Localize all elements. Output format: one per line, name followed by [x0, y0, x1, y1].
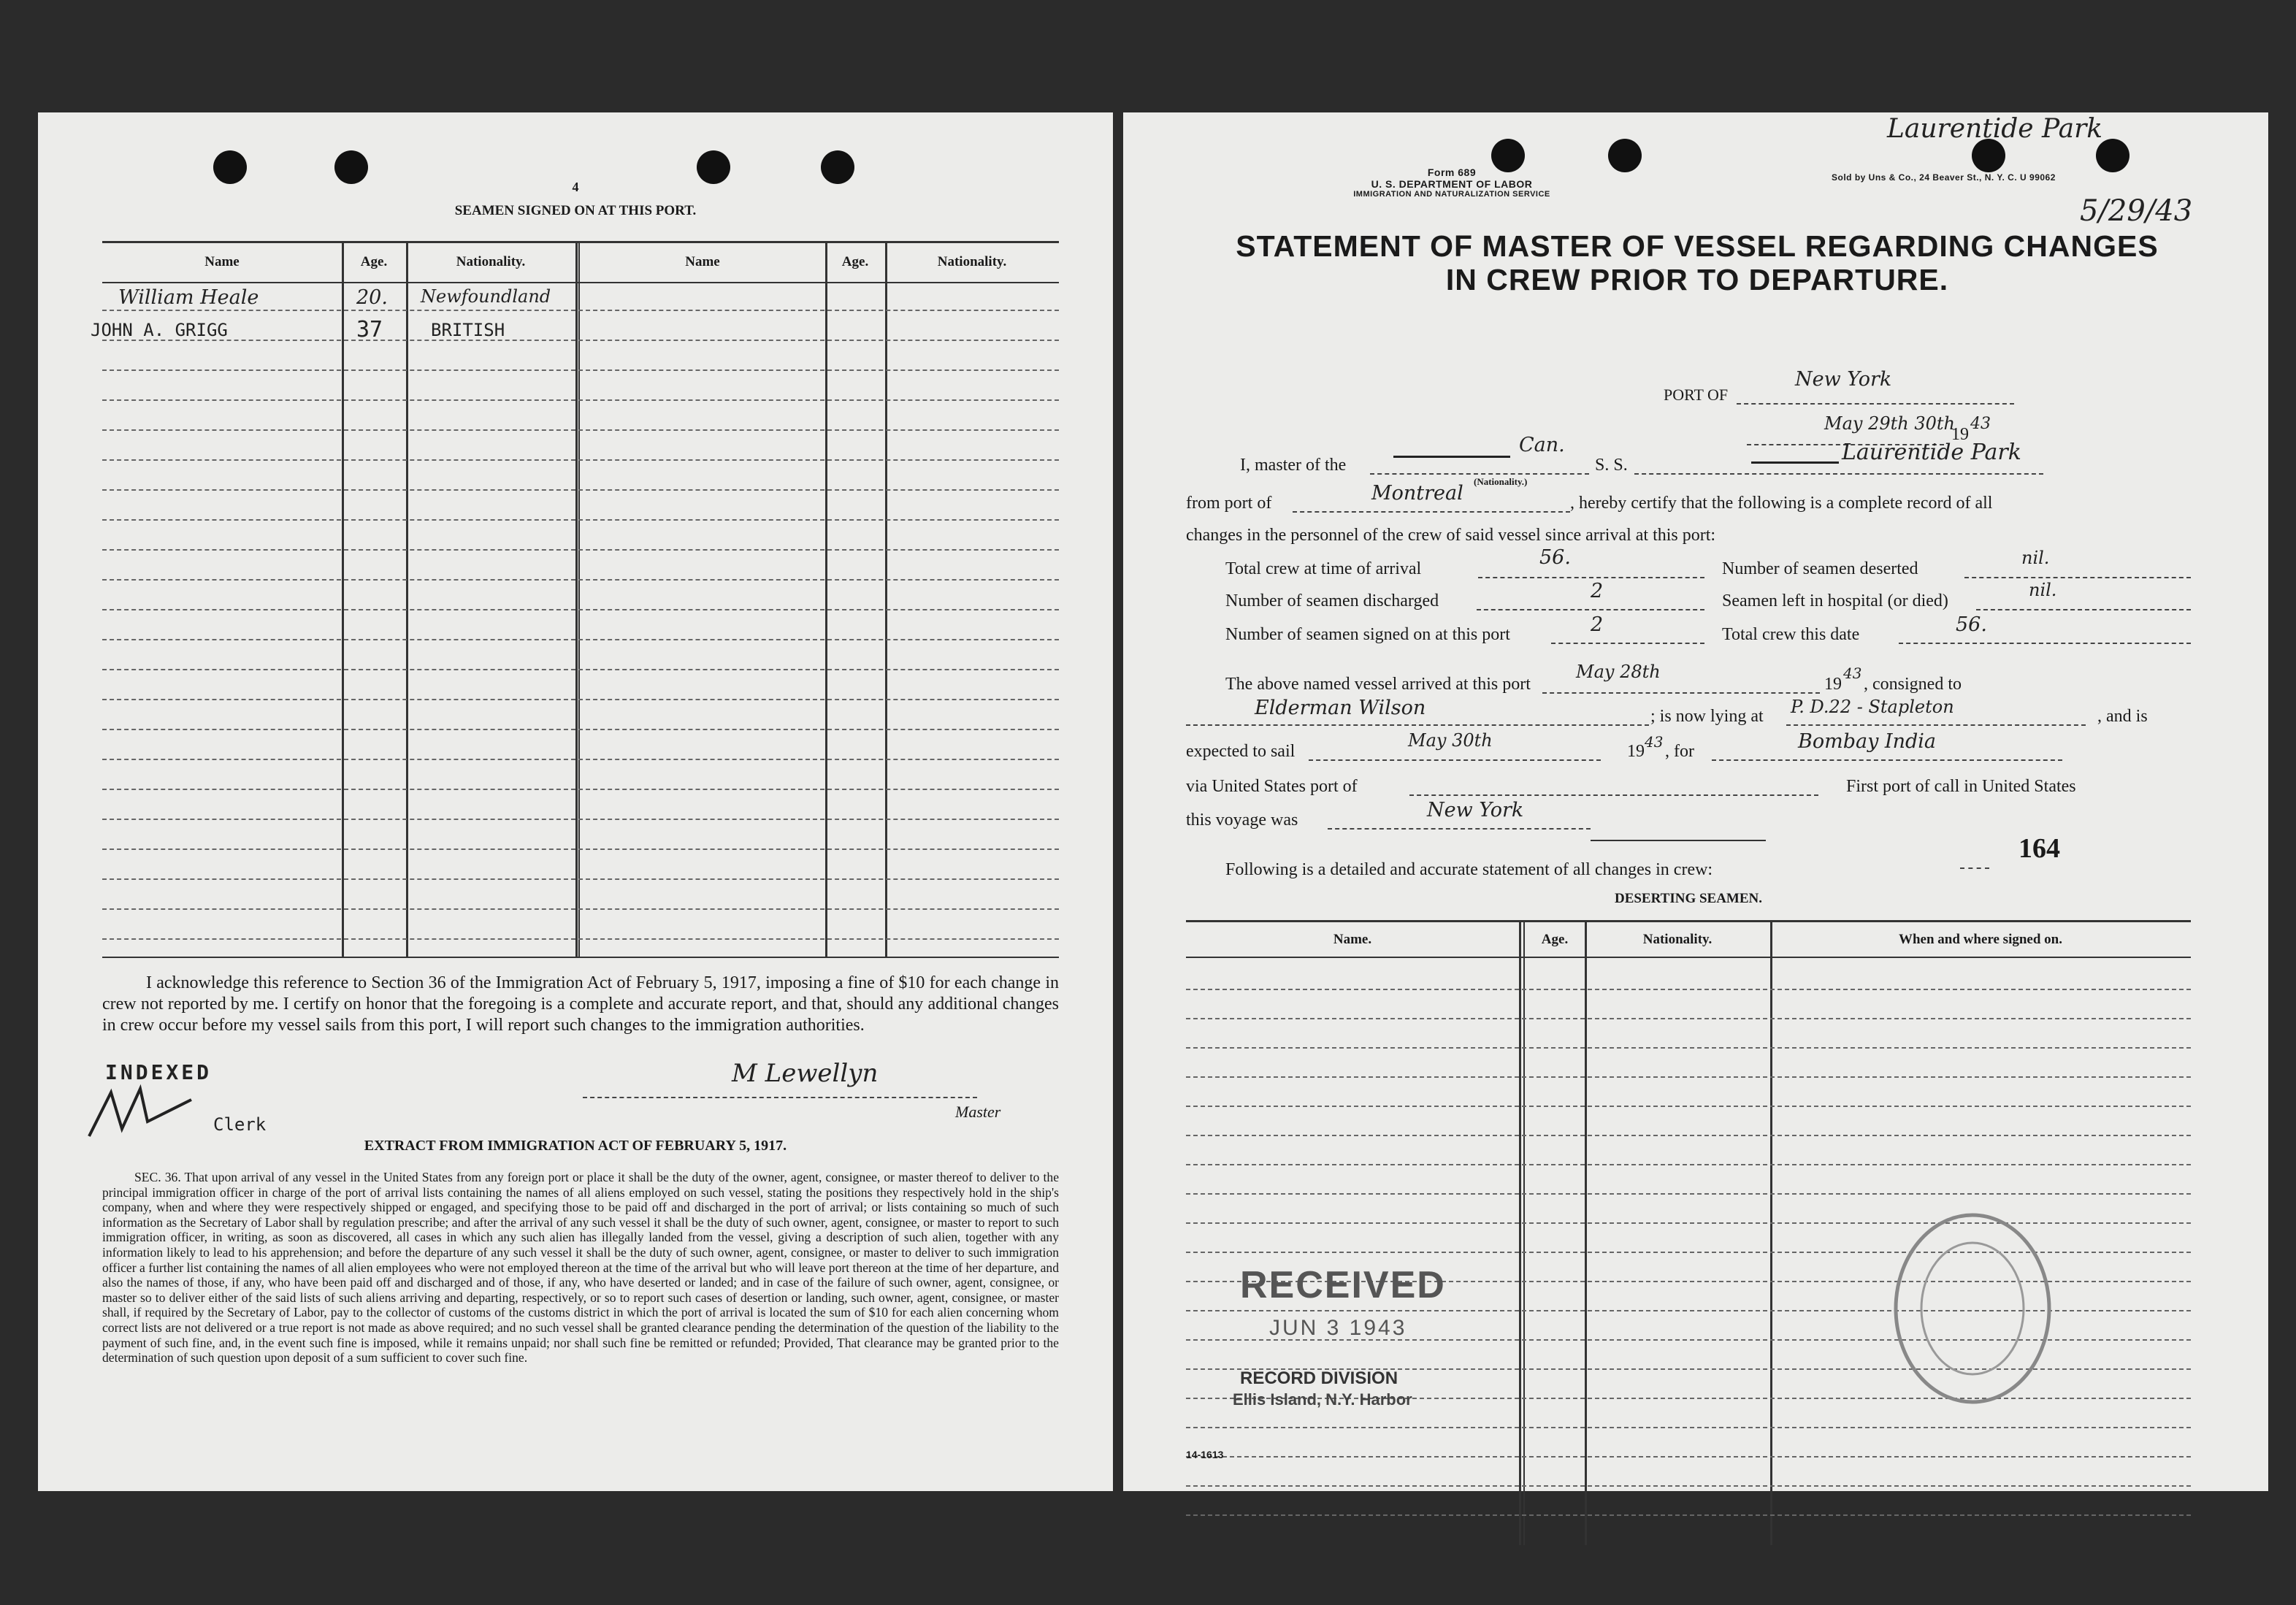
seaman-age: 37: [356, 317, 383, 342]
voyage-label: this voyage was: [1186, 811, 1298, 830]
table-row-rule: [1186, 1427, 2191, 1428]
table-row-rule: [102, 549, 1059, 551]
total-crew-arrival-value: 56.: [1539, 546, 1571, 569]
arrived-value: May 28th: [1576, 662, 1661, 682]
year-value: 43: [1970, 415, 1991, 433]
service-name: IMMIGRATION AND NATURALIZATION SERVICE: [1353, 190, 1550, 199]
table-row-rule: [102, 729, 1059, 730]
changes-text: changes in the personnel of the crew of said vessel since arrival at this port:: [1186, 526, 1716, 545]
clerk-label: Clerk: [213, 1114, 267, 1135]
expected-value: May 30th: [1408, 730, 1493, 751]
struck-out-text: [1393, 435, 1510, 458]
col-header-age-2: Age.: [841, 254, 869, 269]
col-header-nationality: Nationality.: [1642, 932, 1713, 947]
table-row-rule: [1186, 1106, 2191, 1107]
table-row-rule: [102, 609, 1059, 610]
hospital-label: Seamen left in hospital (or died): [1722, 591, 1948, 610]
consignee-value: Elderman Wilson: [1255, 697, 1426, 719]
ss-label: S. S.: [1595, 456, 1628, 475]
indexed-stamp: INDEXED: [105, 1060, 213, 1084]
master-label: Master: [955, 1103, 1001, 1121]
form-code: 14-1613: [1186, 1449, 1224, 1460]
year-prefix: 19: [1951, 425, 1969, 444]
voyage-value: New York: [1427, 799, 1524, 821]
nationality-note: (Nationality.): [1474, 476, 1528, 487]
master-signature: M Lewellyn: [732, 1059, 879, 1088]
table-row-rule: [102, 938, 1059, 940]
col-header-nationality-2: Nationality.: [937, 254, 1007, 269]
seaman-name: William Heale: [118, 286, 259, 309]
col-header-name: Name: [204, 254, 240, 269]
acknowledgement-text: I acknowledge this reference to Section 36 of the Immigration Act of February 5, 1917, imposing a fine of $10 for each change in crew not reported by me. I certify on honor that the foregoing is a complete and accurate report, and that, should any additional changes in crew occur before my vessel sails from this port, I will report such changes to the immigration authorities.: [102, 973, 1059, 1035]
form-title: STATEMENT OF MASTER OF VESSEL REGARDING CHANGES IN CREW PRIOR TO DEPARTURE.: [1236, 229, 2159, 296]
seaman-nationality: Newfoundland: [421, 286, 551, 307]
ellis-island: Ellis Island, N.Y. Harbor: [1233, 1390, 1412, 1409]
extract-text: SEC. 36. That upon arrival of any vessel in the United States from any foreign port or place it shall be the duty of the owner, agent, consignee, or master thereof to deliver to the principal immigration officer in charge of the port of arrival lists containing the names of all aliens employed on such vessel, stating the positions they respectively hold in the ship's company, when and where they were respectively shipped or engaged, and specifying those to be paid off and discharged in the port of arrival; or lists containing so much of such information as the Secretary of Labor shall by regulation prescribe; and after the arrival of any such vessel it shall be the duty of such owner, agent, consignee, or master to report to such immigration officer, in writing, as soon as discovered, all cases in which any such alien has illegally landed from the vessel, giving a description of such alien, together with any information likely to lead to his apprehension; and before the departure of any such vessel it shall be the duty of such owner, agent, consignee, or master to deliver to such immigration officer a further list containing the names of all alien employees who were not employed thereon at the time of the arrival but who will leave port thereon at the time of her departure, and also the names of those, if any, who have been paid off and discharged and of those, if any, who have deserted or landed; and in case of the failure of such owner, agent, consignee, or master so to deliver either of the said lists of such aliens arriving and departing, respectively, or so to report such cases of desertion or landing, such owner, agent, consignee, or master shall, if required by the Secretary of Labor, pay to the collector of customs of the customs district in which the port of arrival is located the sum of $10 for each alien concerning whom correct lists are not delivered or a true report is not made as above required; and no such vessel shall be granted clearance pending the determination of the question of the liability to the payment of such fine, and, in the event such fine is imposed, while it remains unpaid; nor shall such fine be remitted or refunded; Provided, That clearance may be granted prior to the determination of such question upon deposit of a sum sufficient to cover such fine.: [102, 1170, 1059, 1365]
hospital-value: nil.: [2029, 580, 2057, 600]
struck-out-text: [1751, 457, 1839, 464]
table-row-rule: [102, 369, 1059, 371]
seaman-nationality: BRITISH: [431, 320, 505, 340]
lying-label: ; is now lying at: [1650, 707, 1764, 726]
lying-value: P. D.22 - Stapleton: [1791, 697, 1954, 717]
col-header-age: Age.: [1541, 932, 1569, 947]
arrived-year-value: 43: [1843, 664, 1862, 682]
signed-on-value: 2: [1591, 613, 1604, 636]
table-row-rule: [1186, 1076, 2191, 1078]
table-row-rule: [1186, 1047, 2191, 1049]
department-name: U. S. DEPARTMENT OF LABOR: [1371, 178, 1533, 190]
first-port-label: First port of call in United States: [1846, 777, 2076, 796]
via-label: via United States port of: [1186, 777, 1358, 796]
arrived-label: The above named vessel arrived at this port: [1225, 675, 1531, 694]
table-row-rule: [102, 639, 1059, 640]
from-port-value: Montreal: [1371, 482, 1463, 505]
table-row-rule: [102, 908, 1059, 910]
expected-year-value: 43: [1645, 733, 1664, 751]
seaman-age: 20.: [356, 286, 388, 309]
destination-value: Bombay India: [1798, 730, 1936, 753]
table-row-rule: [102, 310, 1059, 311]
table-row-rule: [102, 340, 1059, 341]
statement-date: May 29th 30th: [1824, 413, 1955, 434]
table-row-rule: [1186, 1193, 2191, 1195]
table-row-rule: [102, 789, 1059, 790]
discharged-value: 2: [1591, 580, 1604, 602]
table-row-rule: [102, 519, 1059, 521]
table-row-rule: [102, 699, 1059, 700]
from-port-label: from port of: [1186, 494, 1272, 513]
table-row-rule: [1186, 1018, 2191, 1019]
seaman-name: JOHN A. GRIGG: [91, 320, 228, 340]
for-label: , for: [1665, 742, 1694, 761]
table-row-rule: [102, 429, 1059, 431]
following-label: Following is a detailed and accurate statement of all changes in crew:: [1225, 860, 1713, 879]
certify-text: , hereby certify that the following is a complete record of all: [1570, 494, 1993, 513]
col-header-age: Age.: [360, 254, 388, 269]
seller-note: Sold by Uns & Co., 24 Beaver St., N. Y. C. U 99062: [1832, 172, 2056, 183]
vessel-nationality: Can.: [1519, 434, 1565, 456]
received-date: JUN 3 1943: [1269, 1316, 1407, 1340]
arrived-year-prefix: 19: [1824, 675, 1842, 694]
total-crew-date-value: 56.: [1956, 613, 1987, 636]
expected-label: expected to sail: [1186, 742, 1296, 761]
port-of-label: PORT OF: [1664, 386, 1729, 404]
number-164: 164: [2018, 833, 2060, 864]
discharged-label: Number of seamen discharged: [1225, 591, 1439, 610]
total-crew-date-label: Total crew this date: [1722, 625, 1860, 644]
vessel-name: Laurentide Park: [1842, 440, 2021, 465]
punch-hole: [1608, 139, 1642, 172]
table-row-rule: [102, 878, 1059, 880]
right-page: [1123, 112, 2268, 1491]
table-row-rule: [1186, 1514, 2191, 1516]
table-row-rule: [102, 819, 1059, 820]
record-division: RECORD DIVISION: [1240, 1368, 1398, 1388]
handwritten-date: 5/29/43: [2080, 194, 2193, 228]
deserting-title: DESERTING SEAMEN.: [1614, 891, 1763, 906]
table-row-rule: [1186, 989, 2191, 990]
deserted-label: Number of seamen deserted: [1722, 559, 1918, 578]
table-row-rule: [102, 669, 1059, 670]
table-row-rule: [1186, 1485, 2191, 1487]
col-header-name: Name.: [1333, 932, 1372, 947]
consigned-label: , consigned to: [1864, 675, 1962, 694]
table-row-rule: [102, 849, 1059, 850]
and-is-label: , and is: [2097, 707, 2148, 726]
total-crew-arrival-label: Total crew at time of arrival: [1225, 559, 1422, 578]
table-row-rule: [102, 459, 1059, 461]
table-row-rule: [1186, 1456, 2191, 1457]
circular-stamp: [1889, 1206, 2056, 1411]
page-number: 4: [572, 180, 579, 194]
table-row-rule: [102, 399, 1059, 401]
table-row-rule: [1186, 1135, 2191, 1136]
col-header-name-2: Name: [685, 254, 720, 269]
table-row-rule: [102, 759, 1059, 760]
received-stamp: RECEIVED: [1240, 1264, 1446, 1306]
table-row-rule: [1186, 1164, 2191, 1165]
signed-on-title: SEAMEN SIGNED ON AT THIS PORT.: [454, 203, 697, 218]
deserted-value: nil.: [2021, 548, 2050, 568]
expected-year-prefix: 19: [1627, 742, 1645, 761]
form-number: Form 689: [1427, 166, 1477, 178]
clerk-initials: [82, 1078, 199, 1144]
col-header-when-where: When and where signed on.: [1898, 932, 2062, 947]
col-header-nationality: Nationality.: [456, 254, 526, 269]
table-row-rule: [102, 579, 1059, 581]
extract-title: EXTRACT FROM IMMIGRATION ACT OF FEBRUARY 5, 1917.: [364, 1138, 787, 1154]
table-row-rule: [102, 489, 1059, 491]
left-page: [38, 112, 1113, 1491]
signed-on-label: Number of seamen signed on at this port: [1225, 625, 1510, 644]
master-of-label: I, master of the: [1240, 456, 1347, 475]
handwritten-vessel-note: Laurentide Park: [1887, 114, 2103, 144]
port-of-value: New York: [1795, 368, 1892, 391]
